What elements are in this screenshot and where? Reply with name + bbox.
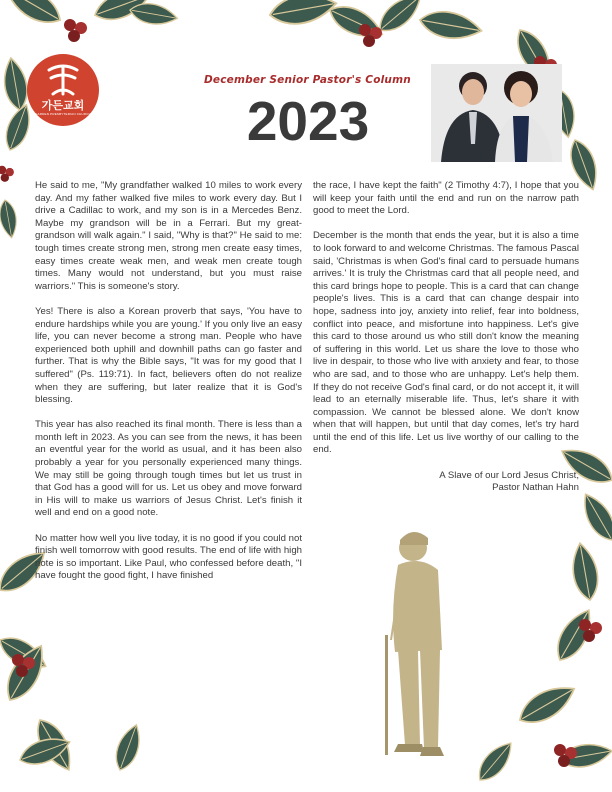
church-logo bbox=[27, 54, 99, 126]
right-column bbox=[313, 180, 579, 495]
paragraph: Yes! There is also a Korean proverb that says, 'You have to endure hardships while you are young.' If you only live an easy life, you can never become a strong man. People who have experienced both uphill and downhill paths can go faster and further. That is why the Bible says, "It was for my good that I suffered" (Ps. 119:71). In fact, believers often do not realize when they are suffering, but later realize that it is God's blessing. bbox=[35, 305, 302, 406]
column-title: December Senior Pastor's Column bbox=[204, 74, 411, 86]
pastor-couple-photo bbox=[431, 64, 562, 162]
left-column bbox=[35, 180, 302, 596]
signature-line-2: Pastor Nathan Hahn bbox=[492, 482, 579, 494]
signature bbox=[313, 470, 579, 495]
church-logo-icon bbox=[43, 64, 83, 98]
paragraph: December is the month that ends the year, but it is also a time to look forward to and welcome Christmas. The famous Pascal said, 'Christmas is when God's final card to persuade humans arrives.' It is truly the Christmas card that all people need, and this card brings hope to people. This is a card that can change people's lives. This is a card that can change despair into hope, sadness into joy, anxiety into relief, fear into boldness, conflict into peace, and misfortune into happiness. Let's give this card to those around us who still don't know the meaning of suffering in this world. Let us share the love to those who live in despair, to those who live with anxiety and fear, to those who are sad, and to those who are unhappy. Let's help them. If they do not receive God's final card, or do not accept it, it will lead to an eternally miserable life. Thus, let's share it with compassion. We cannot be blessed alone. We don't know when that will happen, but until that day comes, let's try hard until the end of this life. Let us live worthy of our calling to the end. bbox=[313, 230, 579, 456]
paragraph: the race, I have kept the faith" (2 Timothy 4:7), I hope that you will keep your faith until the end and run on the narrow path good to meet the Lord. bbox=[313, 180, 579, 217]
signature-line-1: A Slave of our Lord Jesus Christ, bbox=[439, 469, 579, 481]
paragraph: He said to me, "My grandfather walked 10 miles to work every day. And my father walked five miles to work every day. But I drive a Cadillac to work, and my son is in a Mercedes Benz. Maybe my grandson will be in a Ferrari. But my great-grandson will walk again." I said, "Why is that?" He said to me: tough times create strong men, strong men create easy times, easy times create weak men, and weak men create tough times. Many would not understand, but you must raise warriors." This is someone's story. bbox=[35, 180, 302, 292]
elderly-man-illustration bbox=[385, 532, 444, 756]
year-heading: 2023 bbox=[246, 90, 370, 152]
paragraph: This year has also reached its final month. There is less than a month left in 2023. As you can see from the news, it has been an eventful year for the world as usual, and it has been also probably a year for you personally experienced many things. We may still be going through tough times but let us trust in that God has a good will for us. Let us obey and move forward in His will to make us warriors of Jesus Christ. Let's finish it well and end on a good note. bbox=[35, 419, 302, 519]
logo-name: 가든교회 bbox=[41, 100, 85, 112]
paragraph: No matter how well you live today, it is no good if you could not finish well tomorrow with good results. The end of life with high note is so important. Like Paul, who confessed before death, "I have fought the good fight, I have finished bbox=[35, 532, 302, 582]
logo-subtitle: GARDEN PRESBYTERIAN CHURCH bbox=[35, 112, 91, 116]
